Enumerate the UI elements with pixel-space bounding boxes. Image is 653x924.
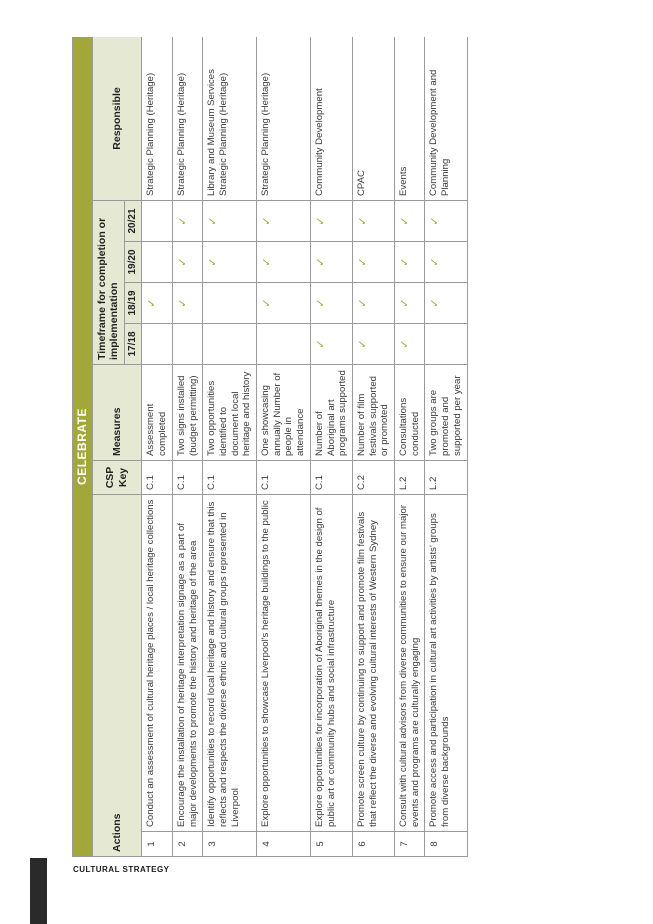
tick-icon: ✓ [172, 201, 202, 242]
responsible-text: Strategic Planning (Heritage) [142, 37, 172, 201]
action-text: Explore opportunities for incorporation of Aboriginal themes in the design of public art or community hubs and social infrastructure [310, 495, 352, 832]
tick-icon: ✓ [142, 283, 172, 324]
year-header: 20/21 [125, 201, 142, 242]
action-table [72, 37, 468, 857]
tick-icon: ✓ [352, 324, 394, 365]
tick-icon: ✓ [425, 242, 467, 283]
action-text: Consult with cultural advisors from diverse communities to ensure our major events and programs are culturally engaging [395, 495, 425, 832]
tick-icon: ✓ [203, 201, 257, 242]
row-number: 8 [425, 832, 467, 857]
table-sheet [72, 37, 515, 857]
table-row [172, 37, 202, 857]
tick-icon: ✓ [352, 201, 394, 242]
action-text: Explore opportunities to showcase Liverpool's heritage buildings to the public [257, 495, 311, 832]
tick-icon: ✓ [425, 283, 467, 324]
csp-key: C.1 [172, 461, 202, 495]
tick-icon: ✓ [257, 283, 311, 324]
action-text: Encourage the installation of heritage interpretation signage as a part of major developments to promote the history and heritage of the area [172, 495, 202, 832]
responsible-text: Community Development [310, 37, 352, 201]
table-row [425, 37, 467, 857]
tick-icon: ✓ [172, 242, 202, 283]
measure-text: Two opportunities identified to document local heritage and history [203, 365, 257, 461]
measure-text: Consultations conducted [395, 365, 425, 461]
measure-text: Two signs installed (budget permitting) [172, 365, 202, 461]
table-row [142, 37, 172, 857]
page-rotator [72, 37, 515, 857]
footer-bar [30, 858, 47, 924]
tick-icon: ✓ [310, 283, 352, 324]
action-text: Conduct an assessment of cultural heritage places / local heritage collections [142, 495, 172, 832]
measure-text: Number of Aboriginal art programs supported [310, 365, 352, 461]
table-row [395, 37, 425, 857]
actions-header: Actions [92, 495, 142, 857]
tick-icon: ✓ [257, 201, 311, 242]
action-text: Promote access and participation in cultural art activities by artists' groups from diverse backgrounds [425, 495, 467, 832]
measure-text: Number of film festivals supported or promoted [352, 365, 394, 461]
tick-icon: ✓ [395, 242, 425, 283]
tick-icon: ✓ [310, 242, 352, 283]
row-number: 6 [352, 832, 394, 857]
responsible-header: Responsible [92, 37, 142, 201]
measures-header: Measures [92, 365, 142, 461]
measure-text: One showcasing annually Number of people in attendance [257, 365, 311, 461]
row-number: 3 [203, 832, 257, 857]
table-row [203, 37, 257, 857]
tick-icon [142, 201, 172, 242]
responsible-text: Community Development and Planning [425, 37, 467, 201]
row-number: 7 [395, 832, 425, 857]
tick-icon: ✓ [425, 201, 467, 242]
table-row [352, 37, 394, 857]
csp-key: C.1 [310, 461, 352, 495]
year-header: 17/18 [125, 324, 142, 365]
responsible-text: Library and Museum Services Strategic Planning (Heritage) [203, 37, 257, 201]
csp-key-header: CSP Key [92, 461, 142, 495]
measure-text: Assessment completed [142, 365, 172, 461]
tick-icon: ✓ [395, 324, 425, 365]
tick-icon: ✓ [172, 283, 202, 324]
year-header: 19/20 [125, 242, 142, 283]
footer-label: CULTURAL STRATEGY [73, 865, 170, 874]
row-number: 5 [310, 832, 352, 857]
row-number: 4 [257, 832, 311, 857]
csp-key: C.2 [352, 461, 394, 495]
responsible-text: Events [395, 37, 425, 201]
row-number: 2 [172, 832, 202, 857]
action-text: Promote screen culture by continuing to support and promote film festivals that reflect the diverse and evolving cultural interests of Western Sydney [352, 495, 394, 832]
csp-key: L.2 [395, 461, 425, 495]
year-header: 18/19 [125, 283, 142, 324]
csp-key: C.1 [203, 461, 257, 495]
action-text: Identify opportunities to record local heritage and history and ensure that this reflects and respects the diverse ethnic and cultural groups represented in Liverpool [203, 495, 257, 832]
tick-icon [172, 324, 202, 365]
responsible-text: CPAC [352, 37, 394, 201]
responsible-text: Strategic Planning (Heritage) [172, 37, 202, 201]
tick-icon [425, 324, 467, 365]
timeframe-header: Timeframe for completion or implementation [92, 201, 125, 365]
tick-icon: ✓ [352, 283, 394, 324]
tick-icon: ✓ [257, 242, 311, 283]
row-number: 1 [142, 832, 172, 857]
csp-key: C.1 [257, 461, 311, 495]
tick-icon: ✓ [203, 242, 257, 283]
tick-icon [203, 283, 257, 324]
tick-icon [142, 324, 172, 365]
tick-icon: ✓ [395, 283, 425, 324]
table-row [257, 37, 311, 857]
table-row [310, 37, 352, 857]
measure-text: Two groups are promoted and supported per year [425, 365, 467, 461]
tick-icon [203, 324, 257, 365]
tick-icon [142, 242, 172, 283]
tick-icon: ✓ [352, 242, 394, 283]
csp-key: L.2 [425, 461, 467, 495]
tick-icon: ✓ [310, 324, 352, 365]
responsible-text: Strategic Planning (Heritage) [257, 37, 311, 201]
csp-key: C.1 [142, 461, 172, 495]
tick-icon: ✓ [310, 201, 352, 242]
section-title: CELEBRATE [73, 37, 93, 857]
tick-icon [257, 324, 311, 365]
tick-icon: ✓ [395, 201, 425, 242]
